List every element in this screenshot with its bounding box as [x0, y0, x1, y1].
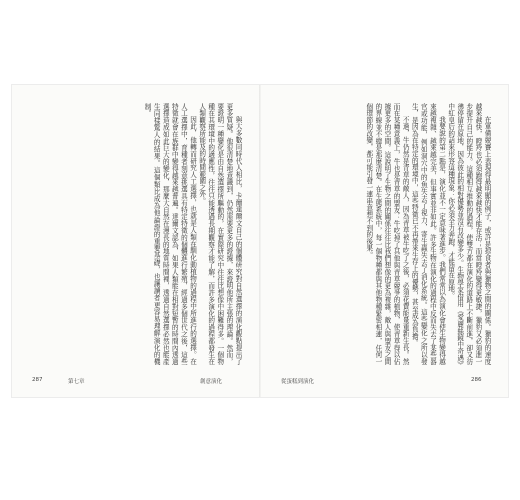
left-page-text [30, 103, 242, 365]
paragraph: 在軍備競賽上表現得最明顯的例子，或許是掠食者與獵物之間的關係。獵豹的速度越來越快，瞪羚也必須跑得越來越快才能存活；而當瞪羚變得更敏捷，獵豹又必須進一步提升自己的能力。這種相互推動的過程，使雙方都在演化的道路上不斷前進，卻又彷彿停留在原地，因為彼此的相對優勢並沒有改變多少。生物學家借用《愛麗絲鏡中奇遇》中紅皇后的話來形容這種現象：你必須全力奔跑，才能留在原地。 [446, 103, 491, 365]
paragraph: 我要說的第二點是，演化並不一定意味著進步。我們常常以為演化會使生物變得越來越複雜、越來越完美，但事實並非如此。許多生物在演化的過程中反而失去了某些器官或功能，例如洞穴中的魚失去了視力，寄生蟲失去了消化系統。這些變化之所以發生，是因為在特定的環境中，這些特徵已不再帶來生存上的優勢，甚至成為負擔。 [410, 103, 446, 365]
left-page [12, 85, 259, 397]
paragraph: 與大多數同時代人相比，卡爾達爾文自己的個體研究對自然選擇的演化觀點提出了更多質疑。他很清楚地意識到，仍然需要更多的證據，來證明他所主張的理論。然而，要證明一種變化是由自然選擇所驅動的，在實際研究中往往比想像中困難得多。一個物種在其環境中的適應性，往往只能透過長期觀察才能了解，而許多演化的過程都發生在人類觀察所能及的時間範圍之外。 [197, 103, 242, 365]
running-title: 從蛋糕到演化 [281, 379, 315, 385]
page-number: 286 [471, 377, 482, 383]
paragraph: 不過，牛仍然是青草的敵人，因為青草被牛吃了之後，必須花費能量重新生長。然而在某種意義上，牛也是青草的盟友：牛吃掉了其他與青草競爭的植物，使青草得以佔據更多的空間。這說明了生物之間的關係往往比我們想像的更為複雜，敵人與盟友之間的界線並不總是那麼清楚。在生態系統中，每一個物種都與其他物種緊密相連，任何一個環節的改變，都可能引發一連串意想不到的後果。 [364, 103, 410, 365]
chapter-label: 第七章 [68, 379, 85, 385]
running-title: 創意演化 [200, 379, 223, 385]
page-number: 287 [32, 377, 43, 383]
right-page [261, 85, 508, 397]
paragraph: 因此，他轉而研究人工選擇，也就是人類在馴化動植物的過程中所進行的選擇。在人工選擇中，育種者刻意挑選具有特定特徵的個體進行繁殖，經過多個世代之後，這些特徵就會在族群中變得越來越普遍。達爾文認為，如果人類能在相對短暫的時間內透過選擇造成如此巨大的變化，那麼大自然在漫長的地質時間裡，透過自然選擇必然也能產生同樣驚人的結果。這個類比成為他論證的重要基礎，也讓讀者更容易理解演化的機制。 [143, 103, 197, 365]
book-spread [12, 85, 508, 397]
right-page-text [277, 103, 491, 365]
